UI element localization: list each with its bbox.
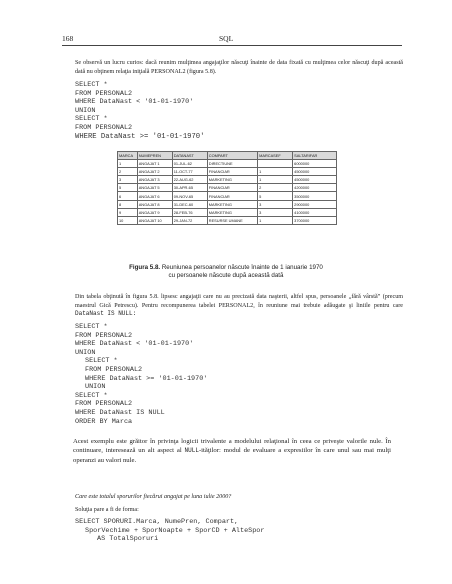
code-block-sporuri <box>75 518 264 544</box>
table-cell: 9 <box>118 208 138 216</box>
table-cell: 10 <box>118 216 138 224</box>
table-cell: 01-JUL-62 <box>172 160 207 168</box>
code-line: FROM PERSONAL2 <box>75 331 133 340</box>
table-cell: 1 <box>118 160 138 168</box>
table-cell: FINANCIAR <box>207 192 257 200</box>
column-header: COMPART <box>207 152 257 160</box>
table-cell: MARKETING <box>207 208 257 216</box>
result-table <box>117 151 337 225</box>
table-cell: ANGAJAT 3 <box>137 176 172 184</box>
table-cell: 09-NOV-65 <box>172 192 207 200</box>
page-number: 168 <box>62 34 74 43</box>
caption-line-1: Reuniunea persoanelor născute înainte de 1 ianuarie 1970 <box>161 264 323 271</box>
table-cell: 30-APR-65 <box>172 184 207 192</box>
code-line: SELECT * <box>85 357 118 366</box>
table-cell: 5 <box>258 192 293 200</box>
table-cell: ANGAJAT 5 <box>137 184 172 192</box>
code-line: WHERE DataNast < '01-01-1970' <box>75 340 194 349</box>
table-cell: 4200000 <box>293 184 337 192</box>
explanation-text: Din tabela obţinută în figura 5.8. lipsesc angajaţii care nu au precizată data naşterii, altfel spus, persoanele „fără vârstă” (precum maestrul Gică Petrescu). Pentru recompunerea tabelei PERSONAL2, în reuniune mai trebuie adăugate şi liniile pentru care <box>75 294 403 309</box>
question-text: Care este totalul sporurilor fiecărui angajat pe luna iulie 2000? <box>75 494 232 500</box>
inline-code: NULL <box>184 447 199 455</box>
table-cell: MARKETING <box>207 200 257 208</box>
table-row <box>118 176 337 184</box>
table-cell: 4100000 <box>293 208 337 216</box>
code-line: WHERE DataNast IS NULL <box>75 408 165 417</box>
code-line: SELECT * <box>75 115 108 124</box>
table-cell: MARKETING <box>207 176 257 184</box>
table-cell: RESURSE UMANE <box>207 216 257 224</box>
table-cell: 1 <box>258 176 293 184</box>
table-cell: 28-FEB-76 <box>172 208 207 216</box>
inline-code: DataNast IS NULL: <box>75 310 137 318</box>
running-title: SQL <box>219 34 234 43</box>
table-cell: 6 <box>118 192 138 200</box>
code-line: SporVechime + SporNoapte + SporCD + AlteSpor <box>85 526 265 535</box>
table-cell: 2 <box>118 168 138 176</box>
table-cell: ANGAJAT 2 <box>137 168 172 176</box>
table-cell: 1 <box>258 216 293 224</box>
table-header-row <box>118 152 337 160</box>
code-line: FROM PERSONAL2 <box>75 123 133 132</box>
table-row <box>118 192 337 200</box>
code-line: UNION <box>75 348 96 357</box>
table-cell: 2900000 <box>293 200 337 208</box>
caption-line-2: cu persoanele născute după această dată <box>168 272 284 279</box>
table-cell: 8 <box>118 200 138 208</box>
logic-text-1: Acest exemplu este grăitor în privinţa logicii trivalente a modelului relaţional în ceea ce priveşte valorile nule. În continuare, interesează un alt aspect al <box>73 438 391 455</box>
intro-paragraph: Se observă un lucru curios: dacă reunim mulţimea angajaţilor născuţi înainte de data fixată cu mulţimea celor născuţi după această dată nu obţinem relaţia iniţială PERSONAL2 (figura 5.8). <box>75 60 403 75</box>
table-cell: ANGAJAT 6 <box>137 192 172 200</box>
logic-paragraph <box>73 437 391 465</box>
table-cell: 3 <box>258 208 293 216</box>
table-cell: 1 <box>258 168 293 176</box>
column-header: MARCA <box>118 152 138 160</box>
column-header: SALTARIFAR <box>293 152 337 160</box>
column-header: MARCASEF <box>258 152 293 160</box>
table-cell: ANGAJAT 8 <box>137 200 172 208</box>
table-row <box>118 168 337 176</box>
code-line: SELECT SPORURI.Marca, NumePren, Compart, <box>75 518 239 526</box>
code-line: SELECT * <box>75 323 108 331</box>
table-cell: 11-OCT-77 <box>172 168 207 176</box>
table-cell: 3 <box>258 200 293 208</box>
table-cell: 22-AUG-62 <box>172 176 207 184</box>
code-line: WHERE DataNast >= '01-01-1970' <box>75 132 205 141</box>
table-cell: 4500000 <box>293 176 337 184</box>
table-cell: ANGAJAT 1 <box>137 160 172 168</box>
code-line: WHERE DataNast < '01-01-1970' <box>75 98 194 107</box>
code-line: ORDER BY Marca <box>75 417 133 426</box>
table-cell: 6000000 <box>293 160 337 168</box>
figure-caption <box>90 264 362 280</box>
table-row <box>118 200 337 208</box>
code-line: FROM PERSONAL2 <box>75 89 133 98</box>
explanation-paragraph <box>75 293 403 319</box>
code-line: UNION <box>75 106 96 115</box>
code-line: AS TotalSporuri <box>97 535 159 544</box>
code-block-union-null <box>75 323 207 426</box>
table-cell: 3700000 <box>293 216 337 224</box>
code-line: UNION <box>85 383 106 392</box>
table-cell: 29-JAN-72 <box>172 216 207 224</box>
table-cell: 4500000 <box>293 168 337 176</box>
caption-label: Figura 5.8. <box>129 264 161 271</box>
table-cell: 2 <box>258 184 293 192</box>
table-cell: ANGAJAT 10 <box>137 216 172 224</box>
column-header: NUMEPREN <box>137 152 172 160</box>
table-cell: 5 <box>118 184 138 192</box>
page-header <box>62 33 402 46</box>
code-line: SELECT * <box>75 391 108 400</box>
table-cell <box>258 160 293 168</box>
table-cell: ANGAJAT 9 <box>137 208 172 216</box>
column-header: DATANAST <box>172 152 207 160</box>
table-row <box>118 160 337 168</box>
table-cell: FINANCIAR <box>207 168 257 176</box>
code-line: WHERE DataNast >= '01-01-1970' <box>85 374 208 383</box>
code-block-union <box>75 81 204 141</box>
table-cell: 3 <box>118 176 138 184</box>
table-cell: DIRECTIUNE <box>207 160 257 168</box>
solution-intro: Soluţia pare a fi de forma: <box>75 507 139 513</box>
table-cell: 31-DEC-60 <box>172 200 207 208</box>
table-row <box>118 216 337 224</box>
code-line: SELECT * <box>75 81 108 89</box>
table-cell: FINANCIAR <box>207 184 257 192</box>
logic-text-2: -ităţilor: modul de evaluare a expresiilor în care unul sau mai mulţi operanzi au valori nule. <box>73 447 391 464</box>
code-line: FROM PERSONAL2 <box>75 400 133 409</box>
table-row <box>118 184 337 192</box>
table-cell: 3500000 <box>293 192 337 200</box>
code-line: FROM PERSONAL2 <box>85 365 143 374</box>
table-row <box>118 208 337 216</box>
